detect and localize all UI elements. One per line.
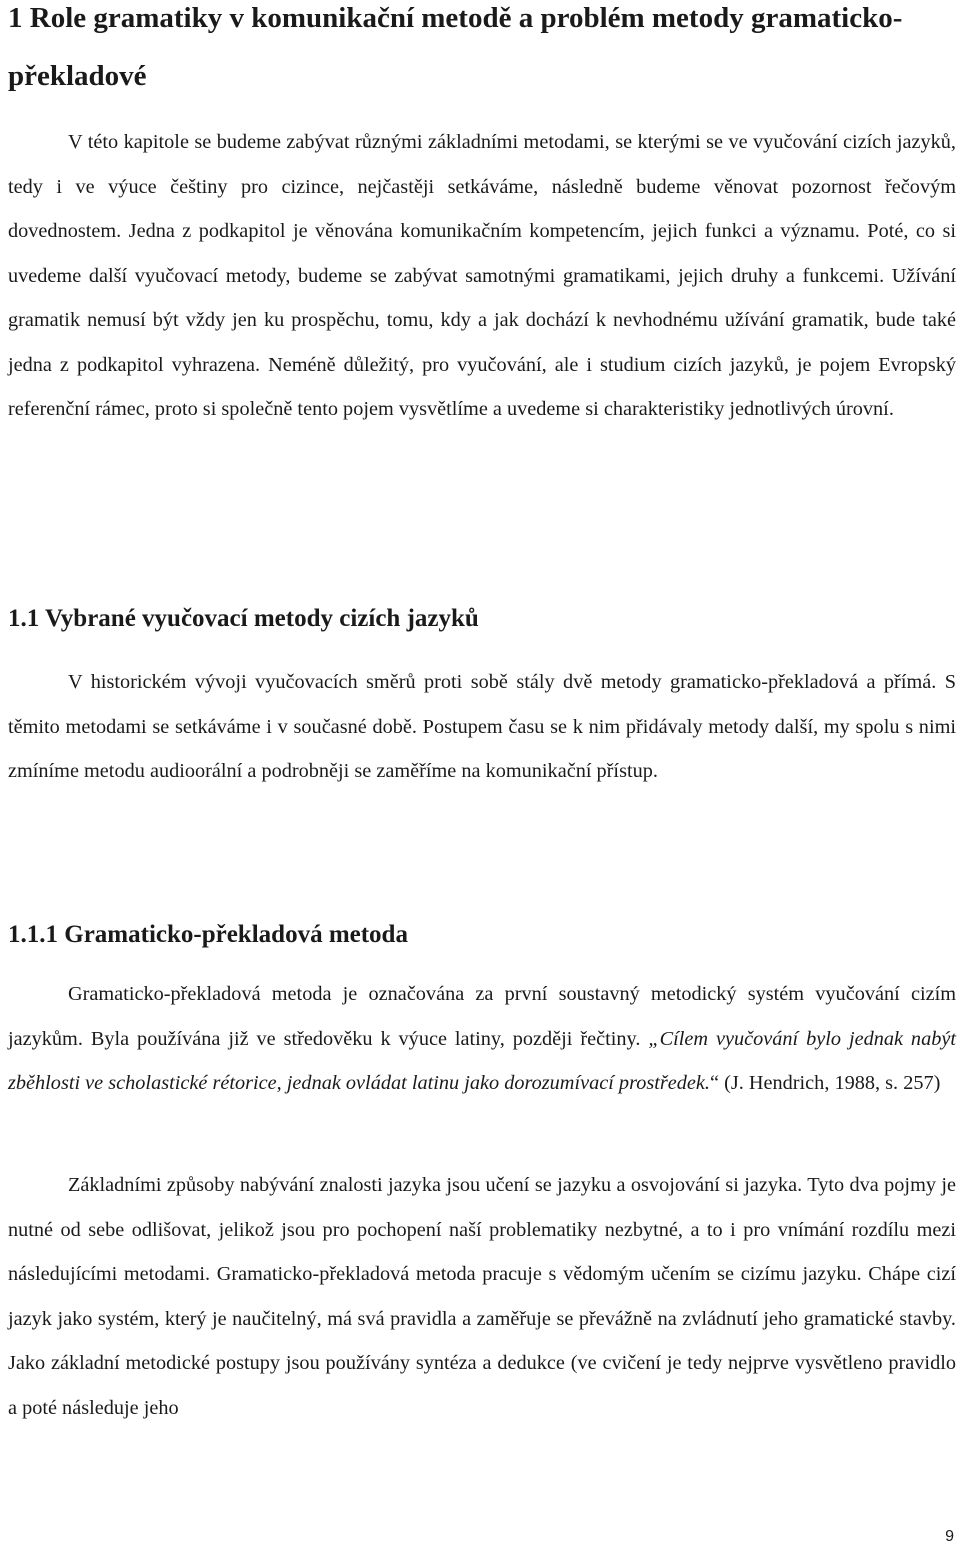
section-heading: 1.1 Vybrané vyučovací metody cizích jazyků: [8, 605, 479, 632]
chapter-heading: 1 Role gramatiky v komunikační metodě a problém metody gramaticko-překladové: [8, 2, 903, 92]
section-paragraph: V historickém vývoji vyučovacích směrů proti sobě stály dvě metody gramaticko-překladová a přímá. S těmito metodami se setkáváme i v současné době. Postupem času se k nim přidávaly metody další, my spolu s nimi zmíníme metodu audioorální a podrobněji se zaměříme na komunikační přístup.: [8, 671, 956, 782]
subsection-heading: 1.1.1 Gramaticko-překladová metoda: [8, 921, 408, 948]
citation: “ (J. Hendrich, 1988, s. 257): [710, 1072, 941, 1094]
document-page: [8, 0, 956, 1419]
subsection-paragraph-1: [8, 972, 956, 1106]
quotation: „Cílem vyučování bylo jednak nabýt zběhlosti ve scholastické rétorice, jednak ovládat latinu jako dorozumívací prostředek.: [8, 1027, 956, 1094]
paragraph-text: Gramaticko-překladová metoda je označována za první soustavný metodický systém vyučování cizím jazykům. Byla používána již ve středověku k výuce latiny, později řečtiny.: [8, 983, 956, 1050]
subsection-paragraph-2: Základními způsoby nabývání znalosti jazyka jsou učení se jazyku a osvojování si jazyka. Tyto dva pojmy je nutné od sebe odlišovat, jelikož jsou pro pochopení naší problematiky nezbytné, a to i pro vnímání rozdílu mezi následujícími metodami. Gramaticko-překladová metoda pracuje s vědomým učením se cizímu jazyku. Chápe cizí jazyk jako systém, který je naučitelný, má svá pravidla a zaměřuje se převážně na zvládnutí jeho gramatické stavby. Jako základní metodické postupy jsou používány syntéza a dedukce (ve cvičení je tedy nejprve vysvětleno pravidlo a poté následuje jeho: [8, 1174, 956, 1419]
chapter-intro-paragraph: V této kapitole se budeme zabývat různými základními metodami, se kterými se ve vyučování cizích jazyků, tedy i ve výuce češtiny pro cizince, nejčastěji setkáváme, následně budeme věnovat pozornost řečovým dovednostem. Jedna z podkapitol je věnována komunikačním kompetencím, jejich funkci a významu. Poté, co si uvedeme další vyučovací metody, budeme se zabývat samotnými gramatikami, jejich druhy a funkcemi. Užívání gramatik nemusí být vždy jen ku prospěchu, tomu, kdy a jak dochází k nevhodnému užívání gramatik, bude také jedna z podkapitol vyhrazena. Neméně důležitý, pro vyučování, ale i studium cizích jazyků, je pojem Evropský referenční rámec, proto si společně tento pojem vysvětlíme a uvedeme si charakteristiky jednotlivých úrovní.: [8, 131, 956, 420]
page-number: 9: [945, 1528, 954, 1545]
